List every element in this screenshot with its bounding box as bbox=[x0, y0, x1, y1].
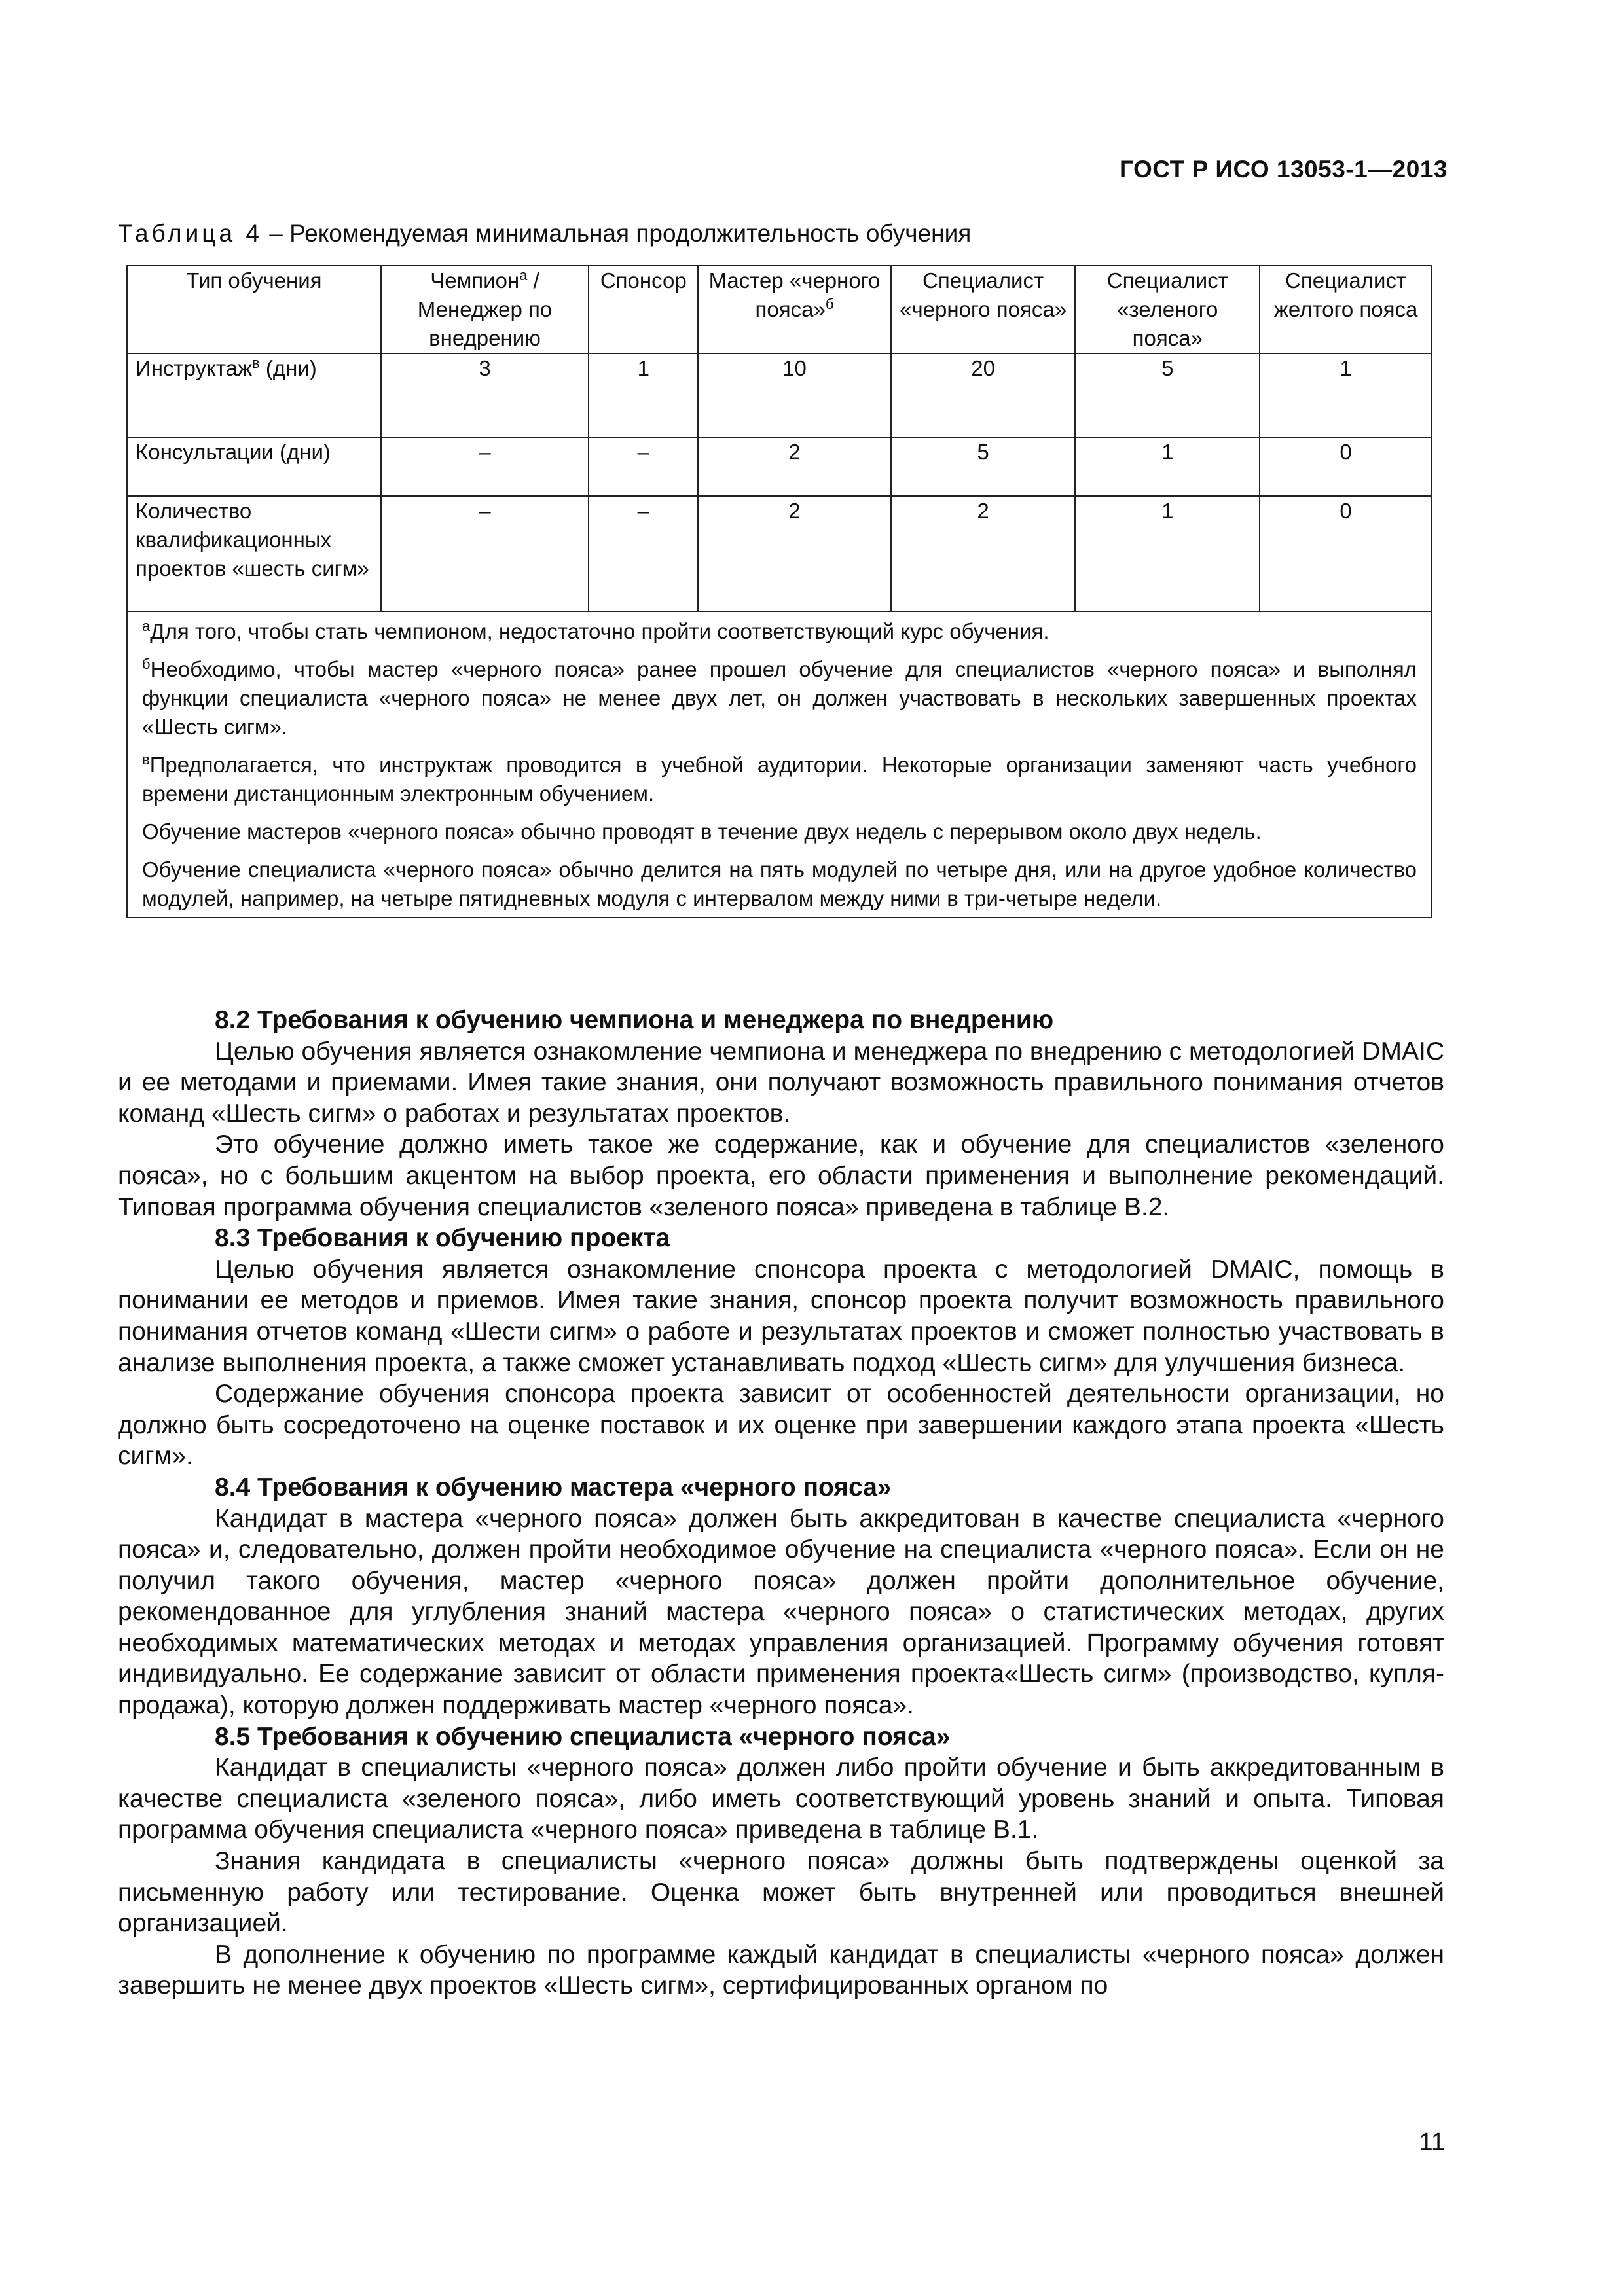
table-row-projects bbox=[127, 496, 1432, 611]
table-row-instruction bbox=[127, 353, 1432, 437]
document-id: ГОСТ Р ИСО 13053-1—2013 bbox=[1120, 156, 1448, 183]
table-cell: 1 bbox=[1260, 353, 1432, 437]
table-cell: – bbox=[381, 496, 589, 611]
table-note: $^б$Необходимо, чтобы мастер «черного пояса» ранее прошел обучение для специалистов «черного пояса» и выполнял функции специалиста «черного пояса» не менее двух лет, он должен участвовать в нескольких завершенных проектах «Шесть сигм». bbox=[142, 656, 1417, 739]
table-cell: 5 bbox=[891, 437, 1076, 496]
col-header-master-black-belt: Мастер «черного пояса»$^б$ bbox=[698, 266, 890, 353]
table-cell: – bbox=[589, 437, 698, 496]
table-cell: 1 bbox=[589, 353, 698, 437]
table-notes bbox=[127, 611, 1432, 918]
col-header-yellow-belt: Специалист желтого пояса bbox=[1260, 266, 1432, 353]
section-heading-8-5: 8.5 Требования к обучению специалиста «черного пояса» bbox=[215, 1722, 951, 1751]
col-header-black-belt: Специалист «черного пояса» bbox=[891, 266, 1076, 353]
table-note: Обучение специалиста «черного пояса» обычно делится на пять модулей по четыре дня, или на другое удобное количество модулей, например, на четыре пятидневных модуля с интервалом между ними в три-четыре недели. bbox=[142, 857, 1417, 910]
table-caption-title: – Рекомендуемая минимальная продолжительность обучения bbox=[262, 220, 972, 247]
paragraph: Целью обучения является ознакомление спонсора проекта с методологией DMAIC, помощь в понимании ее методов и приемов. Имея такие знания, спонсор проекта получит возможность правильного понимания отчетов команд «Шести сигм» о работе и результатах проектов и сможет полностью участвовать в анализе выполнения проекта, а также сможет устанавливать подход «Шесть сигм» для улучшения бизнеса. bbox=[118, 1255, 1444, 1377]
table-cell: – bbox=[589, 496, 698, 611]
paragraph: В дополнение к обучению по программе каждый кандидат в специалисты «черного пояса» должен завершить не менее двух проектов «Шесть сигм», сертифицированных органом по bbox=[118, 1940, 1444, 2000]
table-header-row bbox=[127, 266, 1432, 353]
section-heading-8-4: 8.4 Требования к обучению мастера «черного пояса» bbox=[215, 1473, 892, 1501]
row-label: Количество квалификационных проектов «шесть сигм» bbox=[127, 496, 381, 611]
table-caption bbox=[118, 220, 971, 247]
paragraph: Кандидат в мастера «черного пояса» должен быть аккредитован в качестве специалиста «черного пояса» и, следовательно, должен пройти необходимое обучение на специалиста «черного пояса». Если он не получил такого обучения, мастер «черного пояса» должен пройти дополнительное обучение, рекомендованное для углубления знаний мастера «черного пояса» о статистических методах, других необходимых математических методах и методах управления организацией. Программу обучения готовят индивидуально. Ее содержание зависит от области применения проекта«Шесть сигм» (производство, купля-продажа), которую должен поддерживать мастер «черного пояса». bbox=[118, 1504, 1444, 1720]
paragraph: Это обучение должно иметь такое же содержание, как и обучение для специалистов «зеленого пояса», но с большим акцентом на выбор проекта, его области применения и выполнение рекомендаций. Типовая программа обучения специалистов «зеленого пояса» приведена в таблице В.2. bbox=[118, 1130, 1444, 1221]
table-row-consultations bbox=[127, 437, 1432, 496]
table-note: Обучение мастеров «черного пояса» обычно проводят в течение двух недель с перерывом около двух недель. bbox=[142, 819, 1262, 844]
section-heading-8-3: 8.3 Требования к обучению проекта bbox=[215, 1224, 670, 1253]
table-cell: 1 bbox=[1075, 496, 1260, 611]
table-cell: 0 bbox=[1260, 496, 1432, 611]
table-note: $^а$Для того, чтобы стать чемпионом, недостаточно пройти соответствующий курс обучения. bbox=[142, 618, 1049, 643]
table-cell: 10 bbox=[698, 353, 890, 437]
table-cell: 20 bbox=[891, 353, 1076, 437]
section-heading-8-2: 8.2 Требования к обучению чемпиона и менеджера по внедрению bbox=[215, 1006, 1054, 1034]
paragraph: Содержание обучения спонсора проекта зависит от особенностей деятельности организации, но должно быть сосредоточено на оценке поставок и их оценке при завершении каждого этапа проекта «Шесть сигм». bbox=[118, 1380, 1444, 1471]
table-cell: 0 bbox=[1260, 437, 1432, 496]
col-header-green-belt: Специалист «зеленого пояса» bbox=[1075, 266, 1260, 353]
paragraph: Целью обучения является ознакомление чемпиона и менеджера по внедрению с методологией DMAIC и ее методами и приемами. Имея такие знания, они получают возможность правильного понимания отчетов команд «Шесть сигм» о работах и результатах проектов. bbox=[118, 1037, 1444, 1128]
table-cell: 2 bbox=[698, 437, 890, 496]
table-cell: 3 bbox=[381, 353, 589, 437]
paragraph: Знания кандидата в специалисты «черного пояса» должны быть подтверждены оценкой за письменную работу или тестирование. Оценка может быть внутренней или проводиться внешней организацией. bbox=[118, 1847, 1444, 1938]
table-cell: 2 bbox=[891, 496, 1076, 611]
table-cell: 1 bbox=[1075, 437, 1260, 496]
col-header-champion: Чемпион$^а$ / Менеджер по внедрению bbox=[381, 266, 589, 353]
table-caption-label: Таблица 4 bbox=[118, 220, 263, 247]
body-text bbox=[118, 1005, 1444, 2001]
table-note: $^в$Предполагается, что инструктаж проводится в учебной аудитории. Некоторые организации заменяют часть учебного времени дистанционным электронным обучением. bbox=[142, 751, 1417, 806]
table-cell: – bbox=[381, 437, 589, 496]
paragraph: Кандидат в специалисты «черного пояса» должен либо пройти обучение и быть аккредитованным в качестве специалиста «зеленого пояса», либо иметь соответствующий уровень знаний и опыта. Типовая программа обучения специалиста «черного пояса» приведена в таблице В.1. bbox=[118, 1753, 1444, 1844]
col-header-training-type: Тип обучения bbox=[127, 266, 381, 353]
table-cell: 5 bbox=[1075, 353, 1260, 437]
page-number: 11 bbox=[1419, 2128, 1445, 2156]
table-notes-row bbox=[127, 611, 1432, 918]
table-cell: 2 bbox=[698, 496, 890, 611]
col-header-sponsor: Спонсор bbox=[589, 266, 698, 353]
row-label: Инструктаж$^в$ (дни) bbox=[127, 353, 381, 437]
training-duration-table bbox=[126, 265, 1432, 918]
row-label: Консультации (дни) bbox=[127, 437, 381, 496]
